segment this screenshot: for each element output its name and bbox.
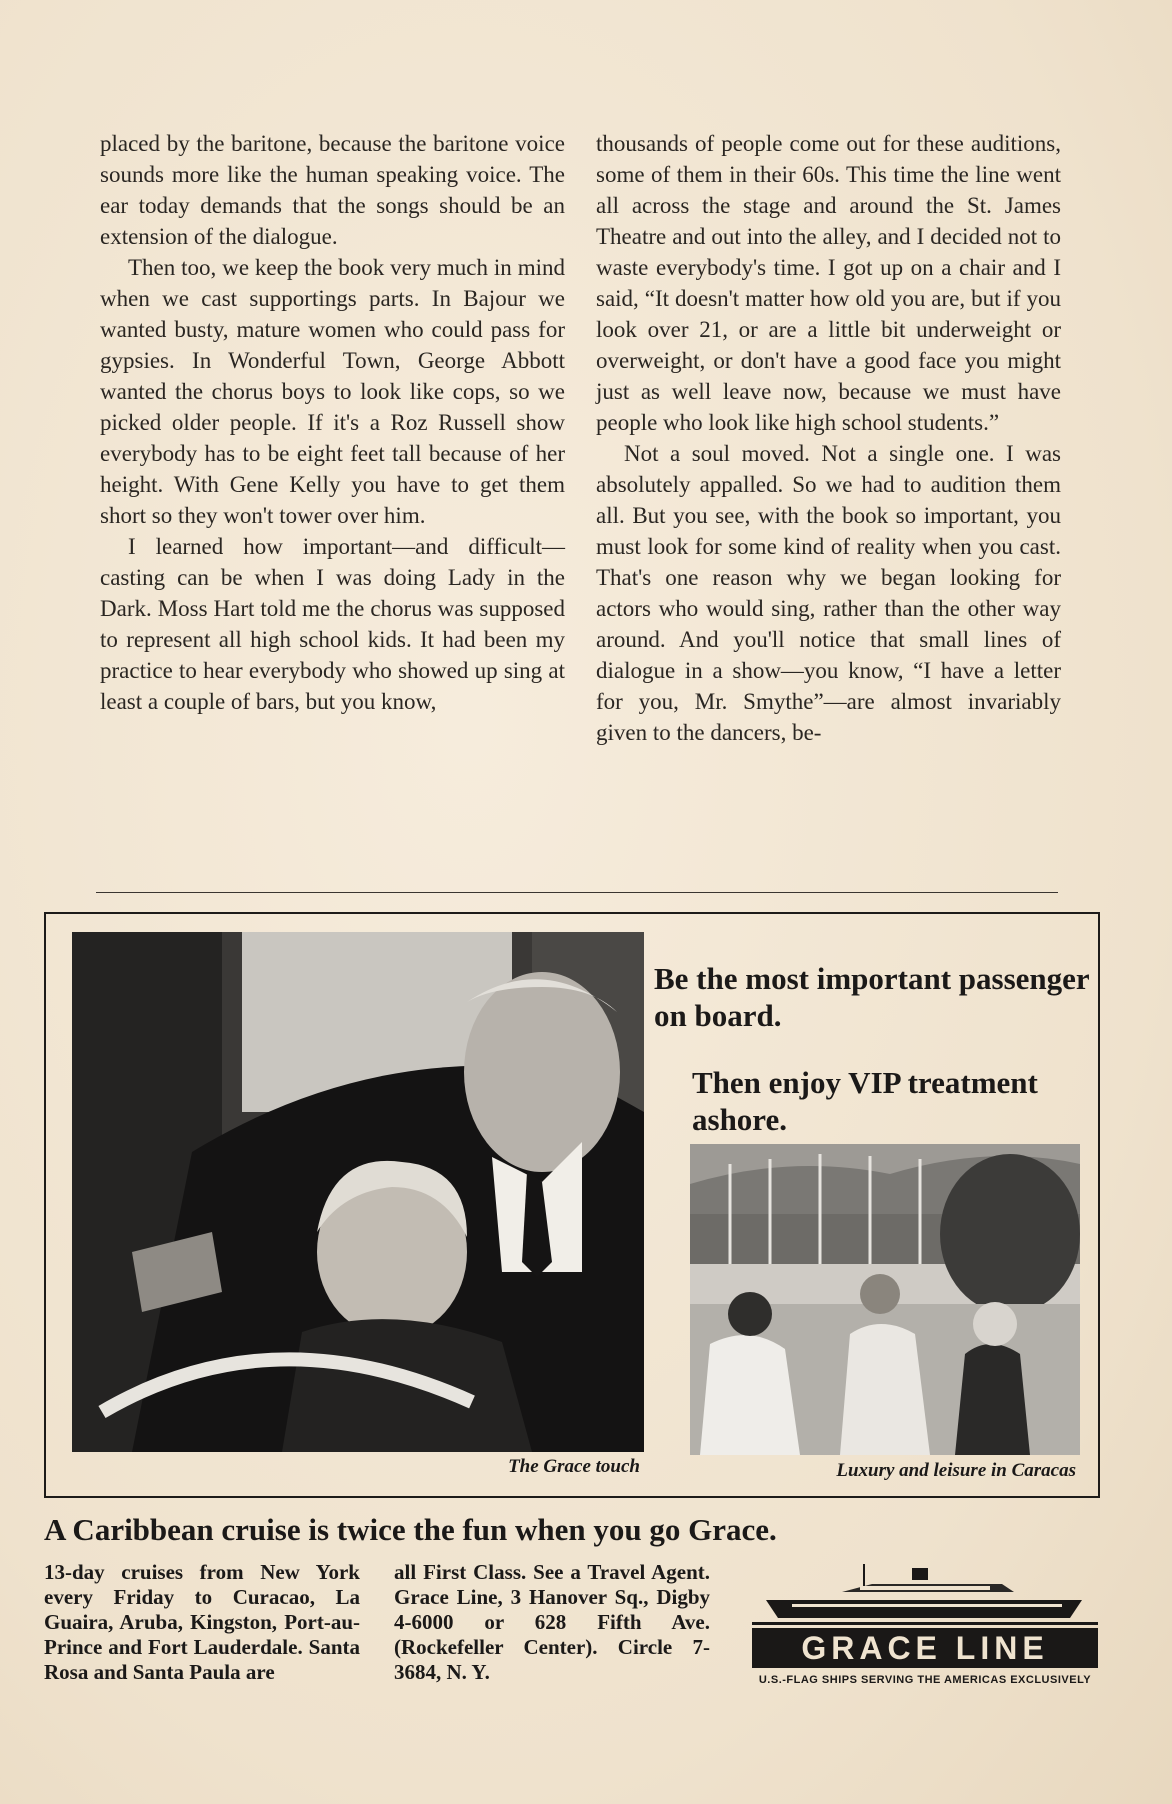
ad-headline-primary: Be the most important passenger on board. (654, 961, 1090, 1033)
ad-body-right: all First Class. See a Travel Agent. Grace Line, 3 Hanover Sq., Digby 4-6000 or 628 Fifth Ave. (Rockefeller Center). Circle 7-3684, N. Y. (394, 1560, 710, 1684)
article-paragraph: I learned how important—and difficult—casting can be when I was doing Lady in the Dark. Moss Hart told me the chorus was supposed to represent all high school kids. It had been my practice to hear everybody who showed up sing at least a couple of bars, but you know, (100, 534, 565, 714)
article-column-left (100, 128, 565, 717)
logo-wordmark: GRACE LINE (752, 1628, 1098, 1668)
photo-caption-captain: The Grace touch (508, 1456, 640, 1477)
article-paragraph: thousands of people come out for these auditions, some of them in their 60s. This time the line went all across the stage and around the St. James Theatre and out into the alley, and I decided not to waste everybody's time. I got up on a chair and I said, “It doesn't matter how old you are, but if you look over 21, or are a little bit underweight or overweight, or don't have a good face you might just as well leave now, because we must have people who look like high school students.” (596, 131, 1061, 435)
grace-line-logo (752, 1562, 1098, 1698)
article-column-right (596, 128, 1061, 748)
caracas-leisure-photo (690, 1144, 1080, 1455)
ad-headline-secondary: Then enjoy VIP treatment ashore. (692, 1065, 1038, 1137)
article-paragraph: Then too, we keep the book very much in mind when we cast supportings parts. In Bajour we wanted busty, mature women who could pass for gypsies. In Wonderful Town, George Abbott wanted the chorus boys to look like cops, so we picked older people. If it's a Roz Russell show everybody has to be eight feet tall because of her height. With Gene Kelly you have to get them short so they won't tower over him. (100, 255, 565, 528)
ad-body-left: 13-day cruises from New York every Friday to Curacao, La Guaira, Aruba, Kingston, Port-au-Prince and Fort Lauderdale. Santa Rosa and Santa Paula are (44, 1560, 360, 1684)
photo-caption-caracas: Luxury and leisure in Caracas (836, 1460, 1076, 1481)
ad-tagline: A Caribbean cruise is twice the fun when you go Grace. (44, 1512, 777, 1547)
article-paragraph: placed by the baritone, because the baritone voice sounds more like the human speaking voice. The ear today demands that the songs should be an extension of the dialogue. (100, 131, 565, 249)
ship-icon (752, 1562, 1098, 1628)
article-paragraph: Not a soul moved. Not a single one. I was absolutely appalled. So we had to audition them all. But you see, with the book so important, you must look for some kind of reality when you cast. That's one reason why we began looking for actors who would sing, rather than the other way around. And you'll notice that small lines of dialogue in a show—you know, “I have a letter for you, Mr. Smythe”—are almost invariably given to the dancers, be- (596, 441, 1061, 745)
logo-tagline: U.S.-FLAG SHIPS SERVING THE AMERICAS EXCLUSIVELY (758, 1674, 1092, 1686)
captain-and-boy-photo (72, 932, 644, 1452)
section-divider (96, 892, 1058, 893)
